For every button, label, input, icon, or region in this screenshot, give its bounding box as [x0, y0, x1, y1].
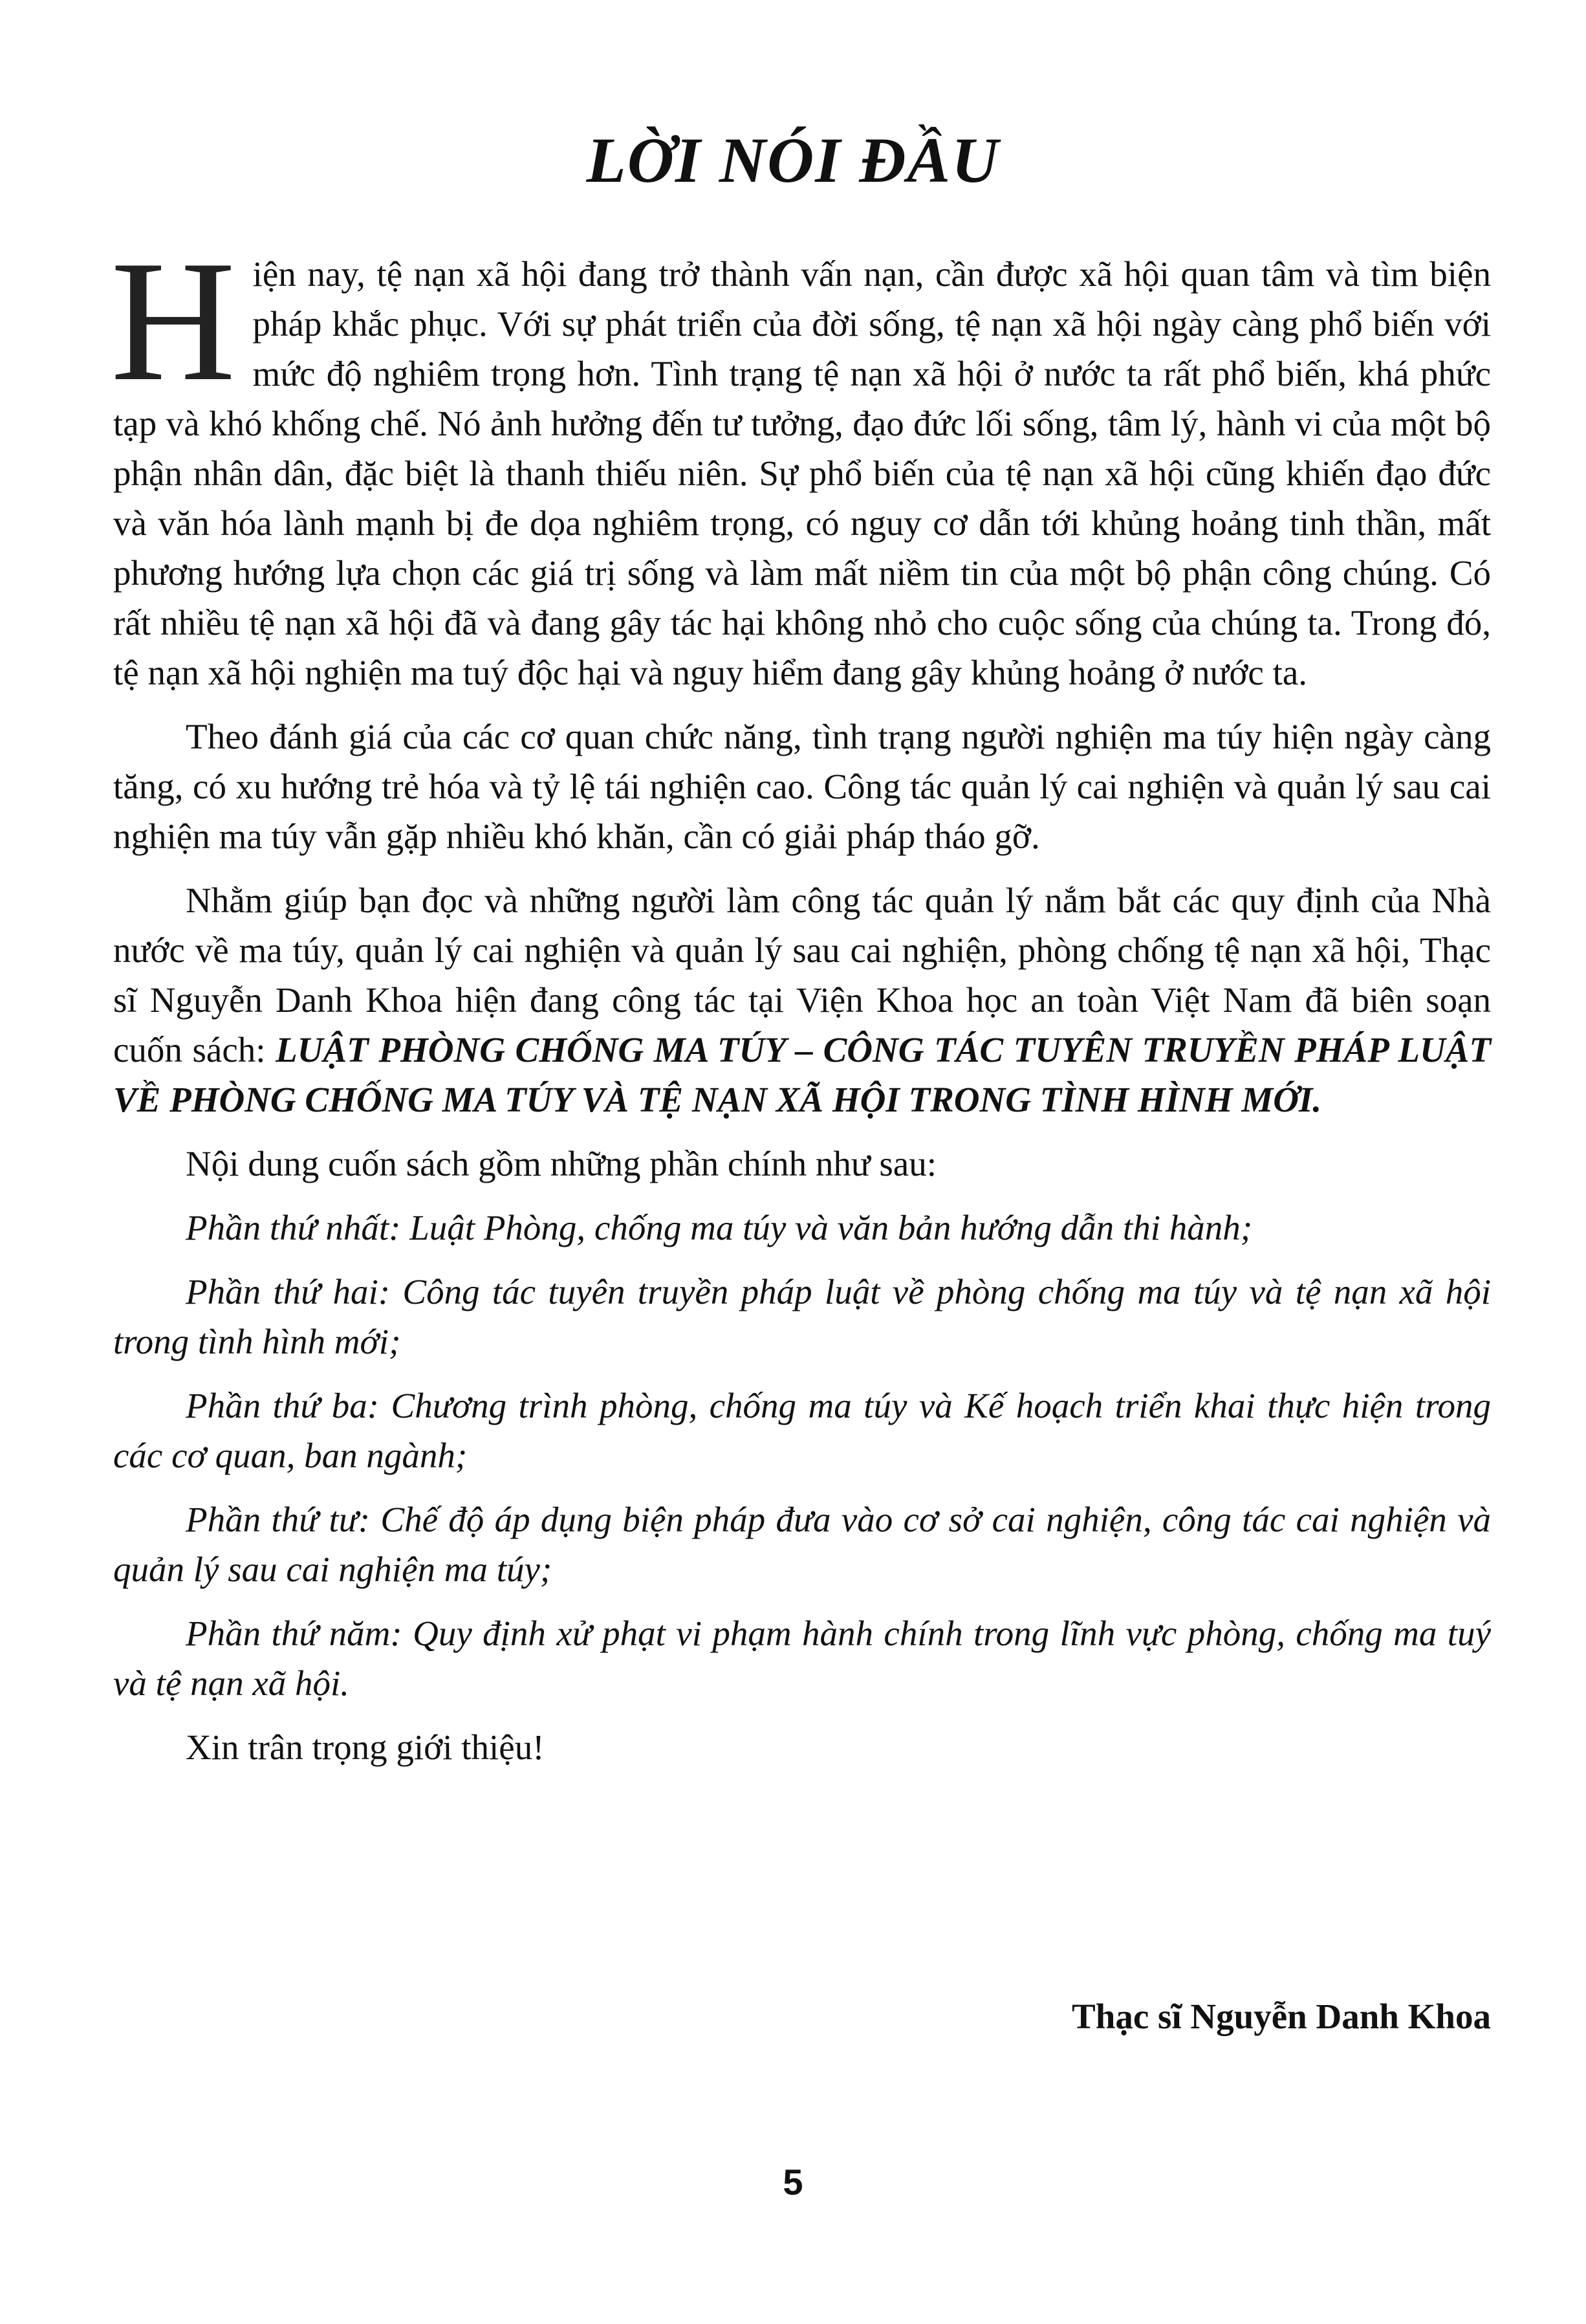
part-4: Phần thứ tư: Chế độ áp dụng biện pháp đưa vào cơ sở cai nghiện, công tác cai nghiện và quản lý sau cai nghiện ma túy;: [113, 1500, 1491, 1589]
closing-line: Xin trân trọng giới thiệu!: [186, 1727, 545, 1767]
part-1: Phần thứ nhất: Luật Phòng, chống ma túy và văn bản hướng dẫn thi hành;: [186, 1208, 1253, 1247]
part-2: Phần thứ hai: Công tác tuyên truyền pháp luật về phòng chống ma túy và tệ nạn xã hội trong tình hình mới;: [113, 1272, 1491, 1361]
book-title: LUẬT PHÒNG CHỐNG MA TÚY – CÔNG TÁC TUYÊN TRUYỀN PHÁP LUẬT VỀ PHÒNG CHỐNG MA TÚY VÀ TỆ NẠN XÃ HỘI TRONG TÌNH HÌNH MỚI.: [113, 1030, 1492, 1119]
paragraph-2: Theo đánh giá của các cơ quan chức năng, tình trạng người nghiện ma túy hiện ngày càng tăng, có xu hướng trẻ hóa và tỷ lệ tái nghiện cao. Công tác quản lý cai nghiện và quản lý sau cai nghiện ma túy vẫn gặp nhiều khó khăn, cần có giải pháp tháo gỡ.: [113, 717, 1491, 856]
page-number: 5: [783, 2162, 803, 2202]
paragraph-3-text: Nhằm giúp bạn đọc và những người làm công tác quản lý nắm bắt các quy định của Nhà nước về ma túy, quản lý cai nghiện và quản lý sau cai nghiện, phòng chống tệ nạn xã hội, Thạc sĩ Nguyễn Danh Khoa hiện đang công tác tại Viện Khoa học an toàn Việt Nam đã biên soạn cuốn sách:: [113, 881, 1491, 1069]
intro-paragraph: [111, 225, 1491, 697]
part-3: Phần thứ ba: Chương trình phòng, chống ma túy và Kế hoạch triển khai thực hiện trong các cơ quan, ban ngành;: [113, 1386, 1491, 1475]
paragraph-3: [113, 875, 1491, 1124]
author-signature: Thạc sĩ Nguyễn Danh Khoa: [1072, 1997, 1491, 2036]
body-text: [111, 225, 1492, 1786]
contents-intro: Nội dung cuốn sách gồm những phần chính như sau:: [186, 1144, 937, 1183]
drop-cap: H: [111, 225, 236, 417]
page-title: LỜI NÓI ĐẦU: [586, 124, 1000, 196]
part-5: Phần thứ năm: Quy định xử phạt vi phạm hành chính trong lĩnh vực phòng, chống ma tuý và tệ nạn xã hội.: [113, 1614, 1491, 1703]
intro-text: iện nay, tệ nạn xã hội đang trở thành vấn nạn, cần được xã hội quan tâm và tìm biện pháp khắc phục. Với sự phát triển của đời sống, tệ nạn xã hội ngày càng phổ biến với mức độ nghiêm trọng hơn. Tình trạng tệ nạn xã hội ở nước ta rất phổ biến, khá phức tạp và khó khống chế. Nó ảnh hưởng đến tư tưởng, đạo đức lối sống, tâm lý, hành vi của một bộ phận nhân dân, đặc biệt là thanh thiếu niên. Sự phổ biến của tệ nạn xã hội cũng khiến đạo đức và văn hóa lành mạnh bị đe dọa nghiêm trọng, có nguy cơ dẫn tới khủng hoảng tinh thần, mất phương hướng lựa chọn các giá trị sống và làm mất niềm tin của một bộ phận công chúng. Có rất nhiều tệ nạn xã hội đã và đang gây tác hại không nhỏ cho cuộc sống của chúng ta. Trong đó, tệ nạn xã hội nghiện ma tuý độc hại và nguy hiểm đang gây khủng hoảng ở nước ta.: [113, 254, 1491, 692]
